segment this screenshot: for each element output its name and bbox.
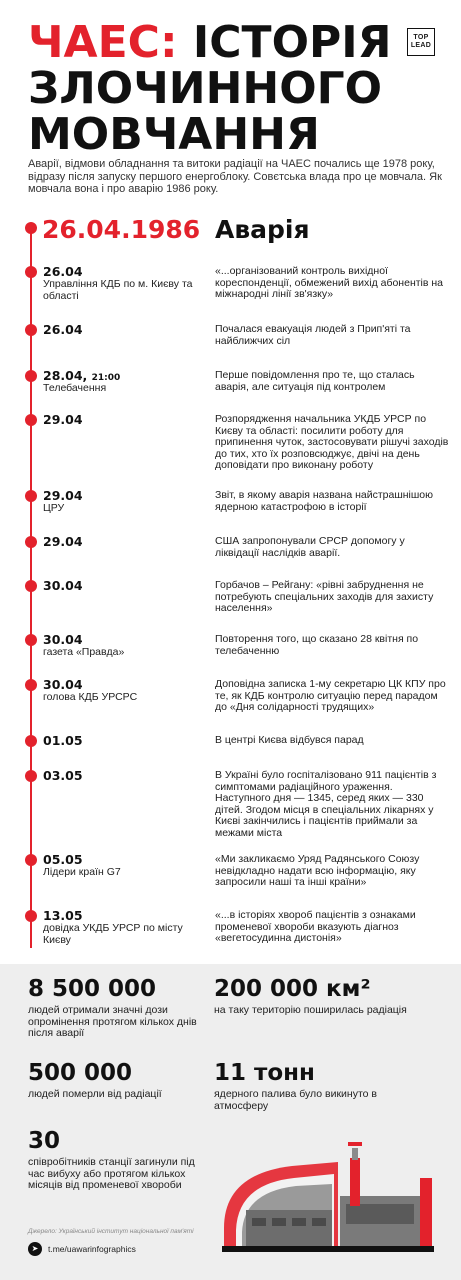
headline-dot xyxy=(25,222,37,234)
timeline-text: Повторення того, що сказано 28 квітня по телебаченню xyxy=(215,633,419,657)
timeline-text: В Україні було госпіталізовано 911 пацієнтів з симптомами радіаційного ураження. Наступного дня — 1345, серед яких — 330 дітей. Згодом місця в спеціальних лікарнях у Києві закінчились і пацієнтів приймали за межами міста xyxy=(215,769,437,839)
timeline-dot xyxy=(25,580,37,592)
timeline-date-value: 28.04, xyxy=(43,368,88,383)
timeline-source: довідка УКДБ УРСР по місту Києву xyxy=(43,922,183,946)
timeline-time: 21:00 xyxy=(91,373,121,383)
timeline-dot xyxy=(25,854,37,866)
stat-value: 30 xyxy=(28,1128,61,1154)
timeline-date-value: 05.05 xyxy=(43,852,83,867)
stat-description: ядерного палива було викинуто в атмосферу xyxy=(214,1088,378,1112)
stat-value: 11 тонн xyxy=(214,1060,315,1086)
timeline-date xyxy=(43,733,83,748)
timeline-text: Почалася евакуація людей з Прип'яті та найближчих сіл xyxy=(215,323,411,347)
timeline-date-value: 26.04 xyxy=(43,264,83,279)
timeline-date-value: 29.04 xyxy=(43,534,83,549)
timeline-date-value: 30.04 xyxy=(43,632,83,647)
stat-block xyxy=(28,1060,198,1101)
stat-value: 200 000 км² xyxy=(214,976,371,1002)
stat-description: на таку територію поширилась радіація xyxy=(214,1004,407,1016)
telegram-link[interactable]: t.me/uawarinfographics xyxy=(48,1244,136,1254)
timeline-dot xyxy=(25,414,37,426)
reactor-illustration xyxy=(222,1138,434,1252)
timeline-text: «...організований контроль вихідної кореспонденції, обмежений вихід абонентів на міжнародні лінії зв'язку» xyxy=(215,265,444,300)
timeline-text: США запропонували СРСР допомогу у ліквідації наслідків аварії. xyxy=(215,535,405,559)
timeline-source: газета «Правда» xyxy=(43,646,125,658)
timeline-text: Горбачов – Рейгану: «рівні забруднення не потребують спеціальних заходів для захисту населення» xyxy=(215,579,434,614)
stat-block xyxy=(214,1060,434,1112)
logo-line-2: LEAD xyxy=(410,42,432,49)
timeline-date xyxy=(43,768,83,783)
timeline-date-value: 03.05 xyxy=(43,768,83,783)
timeline-source: Лідери країн G7 xyxy=(43,866,121,878)
timeline-date-value: 13.05 xyxy=(43,908,83,923)
timeline-date xyxy=(43,534,83,549)
stat-block xyxy=(214,976,434,1017)
timeline-text: «...в історіях хвороб пацієнтів з ознаками променевої хвороби вказують діагноз «вегетосудинна дистонія» xyxy=(215,909,416,944)
title-black-word: ІСТОРІЯ xyxy=(192,17,392,68)
timeline-source: голова КДБ УРСРС xyxy=(43,691,138,703)
timeline-date-value: 30.04 xyxy=(43,578,83,593)
timeline-date xyxy=(43,852,83,867)
intro-text: Аварії, відмови обладнання та витоки радіації на ЧАЕС почались ще 1978 року, відразу після запуску першого енергоблоку. Совєтська влада про це мовчала. Як мовчала вона і про аварію 1986 року. xyxy=(28,158,442,195)
timeline-date xyxy=(43,368,120,383)
logo-line-1: TOP xyxy=(413,34,429,41)
stat-description: співробітників станції загинули під час вибуху або протягом кількох місяців від променевої хвороби xyxy=(28,1156,195,1191)
timeline-text: «Ми закликаємо Уряд Радянського Союзу невідкладно надати всю інформацію, яку запросили наші та інші країни» xyxy=(215,853,420,888)
headline-event: Аварія xyxy=(215,215,310,244)
page-title xyxy=(28,17,392,160)
timeline-dot xyxy=(25,770,37,782)
timeline-date xyxy=(43,677,83,692)
timeline-date xyxy=(43,412,83,427)
source-note: Джерело: Український інститут національної пам'яті xyxy=(28,1228,194,1235)
top-lead-logo xyxy=(407,28,435,56)
timeline-date xyxy=(43,908,83,923)
telegram-icon[interactable]: ➤ xyxy=(28,1242,42,1256)
timeline-date-value: 30.04 xyxy=(43,677,83,692)
timeline-date-value: 29.04 xyxy=(43,412,83,427)
timeline-date-value: 26.04 xyxy=(43,322,83,337)
timeline-date xyxy=(43,488,83,503)
stat-block xyxy=(28,976,198,1040)
title-red-word: ЧАЕС: xyxy=(28,17,178,68)
timeline-date-value: 01.05 xyxy=(43,733,83,748)
telegram-link-row[interactable] xyxy=(28,1242,136,1256)
stat-description: людей померли від радіації xyxy=(28,1088,162,1100)
stat-description: людей отримали значні дози опромінення протягом кількох днів після аварії xyxy=(28,1004,197,1039)
timeline-dot xyxy=(25,634,37,646)
stat-value: 8 500 000 xyxy=(28,976,157,1002)
timeline-source: Телебачення xyxy=(43,382,107,394)
timeline-date xyxy=(43,264,83,279)
timeline-date xyxy=(43,578,83,593)
title-line-1 xyxy=(28,17,392,68)
timeline-source: ЦРУ xyxy=(43,502,65,514)
timeline-dot xyxy=(25,679,37,691)
timeline-dot xyxy=(25,910,37,922)
stat-block xyxy=(28,1128,208,1192)
timeline-dot xyxy=(25,735,37,747)
timeline-date-value: 29.04 xyxy=(43,488,83,503)
timeline-date xyxy=(43,632,83,647)
headline-date: 26.04.1986 xyxy=(42,215,201,244)
timeline-text: Розпорядження начальника УКДБ УРСР по Києву та області: посилити роботу для припинення чуток, застосовувати рішучі заходів до тих, хто їх розповсюджує, двічі на день доповідати про виконану роботу xyxy=(215,413,449,471)
timeline-text: Звіт, в якому аварія названа найстрашнішою ядерною катастрофою в історії xyxy=(215,489,434,513)
timeline-dot xyxy=(25,324,37,336)
timeline-dot xyxy=(25,490,37,502)
timeline-source: Управління КДБ по м. Києву та області xyxy=(43,278,193,302)
timeline-dot xyxy=(25,536,37,548)
timeline-text: Перше повідомлення про те, що сталась аварія, але ситуація під контролем xyxy=(215,369,415,393)
timeline-dot xyxy=(25,266,37,278)
stat-value: 500 000 xyxy=(28,1060,133,1086)
timeline-dot xyxy=(25,370,37,382)
title-line-2: ЗЛОЧИННОГО xyxy=(28,63,383,114)
timeline-text: В центрі Києва відбувся парад xyxy=(215,734,364,746)
timeline-date xyxy=(43,322,83,337)
timeline-text: Доповідна записка 1-му секретарю ЦК КПУ про те, як КДБ контролю ситуацію перед парадом до «Дня солідарності трудящих» xyxy=(215,678,446,713)
title-line-3: МОВЧАННЯ xyxy=(28,109,320,160)
